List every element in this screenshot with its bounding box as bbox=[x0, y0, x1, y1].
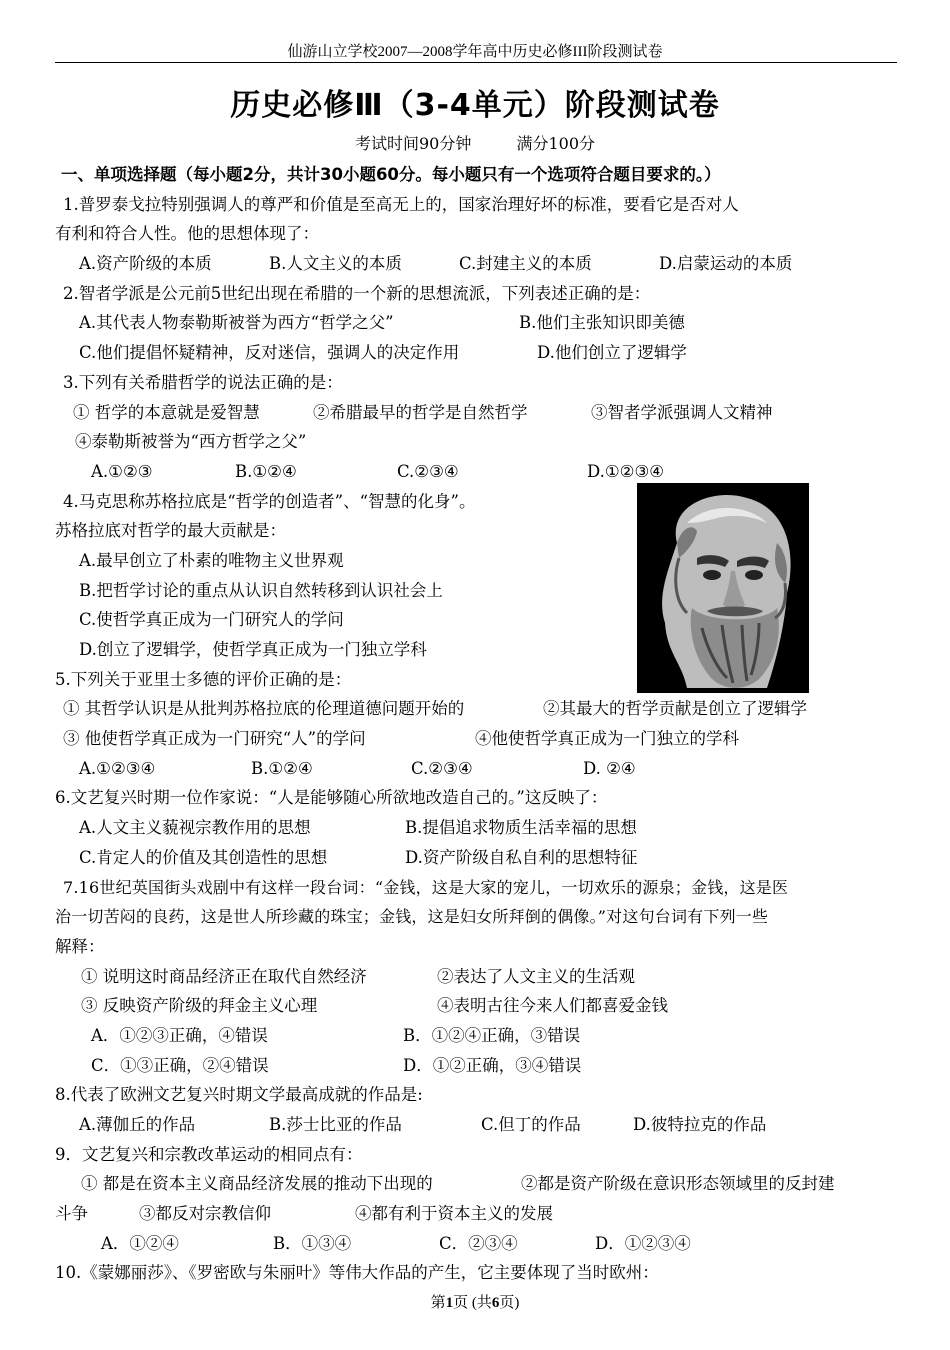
exam-info bbox=[0, 131, 950, 154]
option-a: A.①②③④ bbox=[79, 758, 156, 778]
option-d: D.彼特拉克的作品 bbox=[633, 1115, 767, 1134]
question-1-stem-cont: 有利和符合人性。他的思想体现了： bbox=[55, 224, 319, 244]
option-b: B.人文主义的本质 bbox=[269, 254, 402, 274]
statement-3: ③ 反映资产阶级的拜金主义心理 bbox=[81, 996, 318, 1016]
question-8-options bbox=[55, 1110, 905, 1140]
question-6-stem: 6.文艺复兴时期一位作家说：“人是能够随心所欲地改造自己的。”这反映了： bbox=[55, 788, 608, 808]
option-c: C．②③④ bbox=[439, 1233, 518, 1253]
footer-suffix: 页) bbox=[499, 1295, 520, 1311]
question-5-options bbox=[55, 754, 905, 784]
question-7-options-ab bbox=[55, 1021, 905, 1051]
option-c: C.使哲学真正成为一门研究人的学问 bbox=[79, 610, 344, 630]
question-4-stem-cont: 苏格拉底对哲学的最大贡献是： bbox=[55, 521, 286, 541]
option-a: A.资产阶级的本质 bbox=[79, 254, 212, 274]
option-b: B.莎士比亚的作品 bbox=[269, 1115, 402, 1134]
option-d: D.他们创立了逻辑学 bbox=[537, 343, 687, 363]
question-2-stem: 2.智者学派是公元前5世纪出现在希腊的一个新的思想流派，下列表述正确的是： bbox=[63, 283, 651, 303]
question-7-stem: 7.16世纪英国街头戏剧中有这样一段台词：“金钱，这是大家的宠儿，一切欢乐的源泉；金钱，这是医 bbox=[63, 877, 789, 897]
option-b: B.把哲学讨论的重点从认识自然转移到认识社会上 bbox=[79, 580, 443, 600]
option-b: B．①②④正确，③错误 bbox=[403, 1025, 581, 1045]
question-3-options bbox=[55, 457, 905, 487]
question-7-stem-end: 解释： bbox=[55, 936, 105, 956]
option-b: B.提倡追求物质生活幸福的思想 bbox=[405, 818, 637, 838]
statement-4: ④他使哲学真正成为一门独立的学科 bbox=[475, 729, 739, 749]
page-footer bbox=[0, 1291, 950, 1312]
statement-3: ③ 他使哲学真正成为一门研究“人”的学问 bbox=[63, 729, 366, 749]
option-c: C.他们提倡怀疑精神，反对迷信，强调人的决定作用 bbox=[79, 343, 460, 363]
option-d: D.①②③④ bbox=[587, 461, 665, 481]
question-9-statements-2 bbox=[55, 1199, 905, 1229]
statement-4: ④表明古往今来人们都喜爱金钱 bbox=[437, 996, 668, 1016]
section-heading: 一、单项选择题（每小题2分，共计30小题60分。每小题只有一个选项符合题目要求的。） bbox=[61, 165, 721, 184]
page-header: 仙游山立学校2007—2008学年高中历史必修III阶段测试卷 bbox=[287, 44, 663, 60]
page-title: 历史必修Ⅲ（3-4单元）阶段测试卷 bbox=[230, 88, 720, 123]
question-5-stem: 5.下列关于亚里士多德的评价正确的是： bbox=[55, 669, 352, 689]
option-a: A.其代表人物泰勒斯被誉为西方“哲学之父” bbox=[79, 313, 394, 333]
statement-3: ③都反对宗教信仰 bbox=[139, 1204, 271, 1224]
option-d: D．①②③④ bbox=[595, 1233, 691, 1253]
full-score: 满分100分 bbox=[516, 134, 595, 153]
option-d: D.启蒙运动的本质 bbox=[659, 254, 793, 274]
option-d: D. ②④ bbox=[583, 758, 636, 778]
question-9-stem: 9．文艺复兴和宗教改革运动的相同点有： bbox=[55, 1144, 363, 1164]
option-a: A．①②③正确，④错误 bbox=[91, 1025, 268, 1045]
statement-4: ④都有利于资本主义的发展 bbox=[355, 1204, 553, 1224]
statement-2: ②希腊最早的哲学是自然哲学 bbox=[313, 402, 528, 422]
option-b: B．①③④ bbox=[273, 1233, 352, 1253]
option-a: A.薄伽丘的作品 bbox=[79, 1115, 196, 1134]
question-4-stem: 4.马克思称苏格拉底是“哲学的创造者”、“智慧的化身”。 bbox=[63, 491, 476, 511]
question-7-statements-1 bbox=[55, 962, 905, 992]
option-c: C．①③正确，②④错误 bbox=[91, 1055, 269, 1075]
option-d: D.资产阶级自私自利的思想特征 bbox=[405, 847, 638, 867]
option-c: C.但丁的作品 bbox=[481, 1115, 581, 1134]
question-9-statements-1 bbox=[55, 1169, 905, 1199]
statement-1: ① 其哲学认识是从批判苏格拉底的伦理道德问题开始的 bbox=[63, 699, 465, 719]
question-7-statements-2 bbox=[55, 991, 905, 1021]
statement-1: ① 哲学的本意就是爱智慧 bbox=[73, 402, 260, 422]
option-c: C.②③④ bbox=[411, 758, 473, 778]
statement-2-cont: 斗争 bbox=[55, 1204, 88, 1224]
question-5-statements-1 bbox=[55, 694, 905, 724]
question-2-options-ab bbox=[55, 308, 905, 338]
question-3-stem: 3.下列有关希腊哲学的说法正确的是： bbox=[63, 372, 343, 392]
question-1-options bbox=[55, 249, 905, 279]
statement-2: ②都是资产阶级在意识形态领域里的反封建 bbox=[521, 1174, 835, 1194]
option-b: B.①②④ bbox=[235, 461, 297, 481]
option-c: C.封建主义的本质 bbox=[459, 254, 592, 274]
statement-1: ① 都是在资本主义商品经济发展的推动下出现的 bbox=[81, 1174, 433, 1194]
option-b: B.①②④ bbox=[251, 758, 313, 778]
statement-4: ④泰勒斯被誉为“西方哲学之父” bbox=[75, 432, 307, 452]
question-1-stem: 1.普罗泰戈拉特别强调人的尊严和价值是至高无上的，国家治理好坏的标准，要看它是否对人 bbox=[63, 194, 739, 214]
statement-3: ③智者学派强调人文精神 bbox=[591, 402, 773, 422]
footer-prefix: 第 bbox=[430, 1295, 446, 1311]
question-10-stem: 10.《蒙娜丽莎》、《罗密欧与朱丽叶》等伟大作品的产生，它主要体现了当时欧州： bbox=[55, 1263, 659, 1283]
question-3-statements-1 bbox=[55, 398, 905, 428]
option-d: D．①②正确，③④错误 bbox=[403, 1055, 582, 1075]
option-a: A．①②④ bbox=[101, 1233, 179, 1253]
question-7-stem-cont: 治一切苦闷的良药，这是世人所珍藏的珠宝；金钱，这是妇女所拜倒的偶像。”对这句台词有下列一些 bbox=[55, 907, 769, 927]
question-6-options-ab bbox=[55, 813, 905, 843]
question-7-options-cd bbox=[55, 1051, 905, 1081]
exam-time: 考试时间90分钟 bbox=[354, 134, 472, 153]
question-content bbox=[55, 160, 905, 1288]
footer-middle: 页 (共 bbox=[453, 1295, 492, 1311]
statement-1: ① 说明这时商品经济正在取代自然经济 bbox=[81, 966, 367, 986]
option-d: D.创立了逻辑学，使哲学真正成为一门独立学科 bbox=[79, 640, 427, 659]
page-total: 6 bbox=[491, 1295, 500, 1311]
question-6-options-cd bbox=[55, 843, 905, 873]
statement-2: ②表达了人文主义的生活观 bbox=[437, 966, 635, 986]
page-number: 1 bbox=[445, 1295, 454, 1311]
option-c: C.②③④ bbox=[397, 461, 459, 481]
statement-2: ②其最大的哲学贡献是创立了逻辑学 bbox=[543, 699, 807, 719]
option-b: B.他们主张知识即美德 bbox=[519, 313, 685, 333]
option-a: A.最早创立了朴素的唯物主义世界观 bbox=[79, 550, 344, 570]
option-a: A.人文主义藐视宗教作用的思想 bbox=[79, 818, 311, 838]
question-2-options-cd bbox=[55, 338, 905, 368]
header-rule bbox=[55, 62, 897, 63]
question-9-options bbox=[55, 1229, 905, 1259]
question-5-statements-2 bbox=[55, 724, 905, 754]
option-a: A.①②③ bbox=[91, 461, 153, 481]
option-c: C.肯定人的价值及其创造性的思想 bbox=[79, 847, 328, 867]
question-8-stem: 8.代表了欧洲文艺复兴时期文学最高成就的作品是: bbox=[55, 1085, 423, 1105]
